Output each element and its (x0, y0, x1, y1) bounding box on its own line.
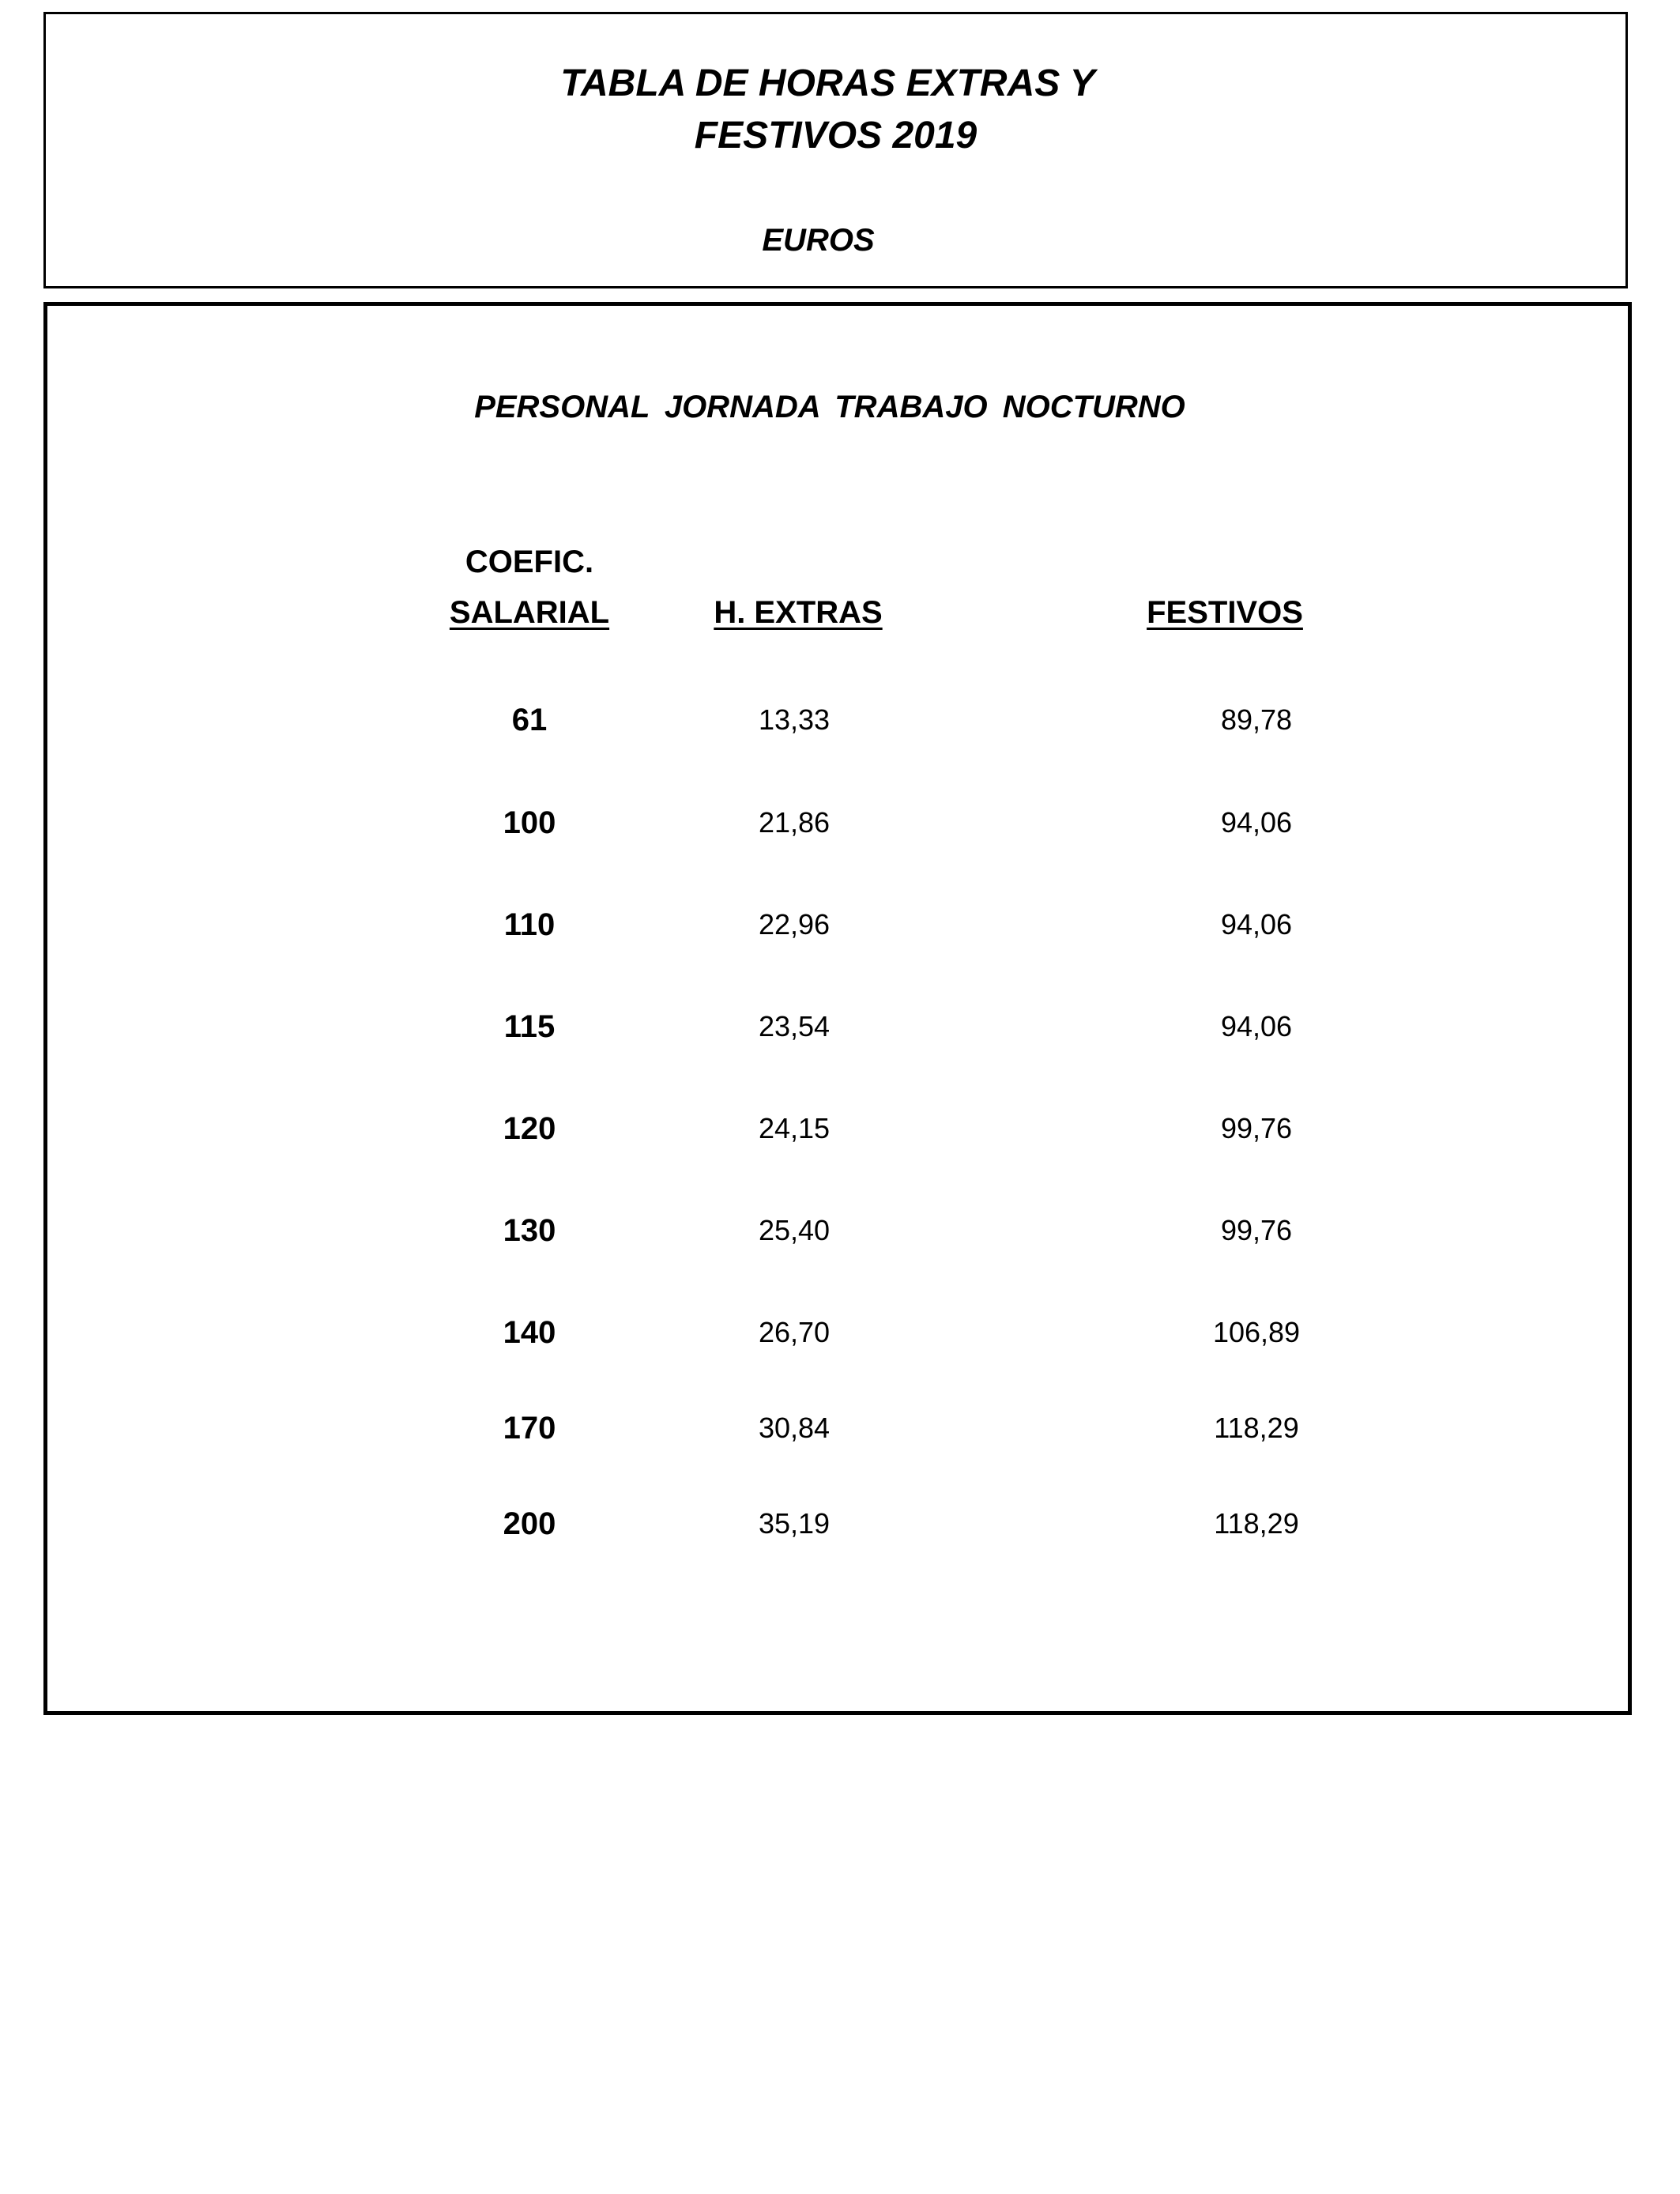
table-box (43, 302, 1632, 1715)
currency-text: EUROS (762, 223, 875, 258)
table-row (47, 1404, 1628, 1452)
festivos-cell: 99,76 (1220, 1214, 1293, 1246)
extras-cell: 13,33 (758, 703, 831, 736)
festivos-cell: 106,89 (1212, 1316, 1301, 1348)
festivos-cell: 118,29 (1214, 1507, 1299, 1540)
coef-cell: 140 (503, 1315, 556, 1350)
column-header-festivos-text: FESTIVOS (1147, 595, 1303, 630)
coef-cell: 130 (503, 1213, 556, 1248)
extras-cell: 23,54 (758, 1010, 831, 1042)
coef-cell: 100 (503, 805, 556, 840)
column-header-coef-text: SALARIAL (449, 595, 610, 630)
coef-cell: 120 (503, 1111, 556, 1146)
festivos-cell: 118,29 (1214, 1412, 1299, 1444)
title-line-2: FESTIVOS 2019 (694, 115, 977, 156)
extras-cell: 26,70 (758, 1316, 831, 1348)
table-row (47, 696, 1628, 744)
coef-cell: 115 (503, 1009, 556, 1044)
extras-cell: 24,15 (758, 1112, 831, 1144)
extras-cell: 30,84 (758, 1412, 831, 1444)
currency-label (46, 221, 1625, 259)
table-row (47, 1105, 1628, 1152)
coef-cell: 110 (503, 907, 556, 942)
table-row (47, 799, 1628, 846)
column-header-festivos (1027, 594, 1422, 631)
coef-cell: 200 (503, 1506, 556, 1541)
extras-cell: 35,19 (758, 1507, 831, 1540)
table-row (47, 1309, 1628, 1356)
table-row (47, 1207, 1628, 1254)
header-box (43, 12, 1628, 288)
festivos-cell: 89,78 (1220, 703, 1293, 736)
section-title-text: PERSONAL JORNADA TRABAJO NOCTURNO (474, 390, 1185, 424)
coef-cell: 170 (503, 1411, 556, 1446)
festivos-cell: 94,06 (1220, 806, 1293, 839)
column-header-extras (601, 594, 996, 631)
festivos-cell: 99,76 (1220, 1112, 1293, 1144)
table-row (47, 901, 1628, 948)
table-row (47, 1500, 1628, 1547)
title-line-1: TABLA DE HORAS EXTRAS Y (560, 62, 1095, 104)
festivos-cell: 94,06 (1220, 1010, 1293, 1042)
extras-cell: 21,86 (758, 806, 831, 839)
column-header-extras-text: H. EXTRAS (714, 595, 883, 630)
extras-cell: 22,96 (758, 908, 831, 941)
coef-cell: 61 (511, 703, 548, 737)
extras-cell: 25,40 (758, 1214, 831, 1246)
section-title (47, 388, 1628, 426)
table-row (47, 1003, 1628, 1050)
column-header-coef-line1: COEFIC. (465, 545, 594, 579)
festivos-cell: 94,06 (1220, 908, 1293, 941)
